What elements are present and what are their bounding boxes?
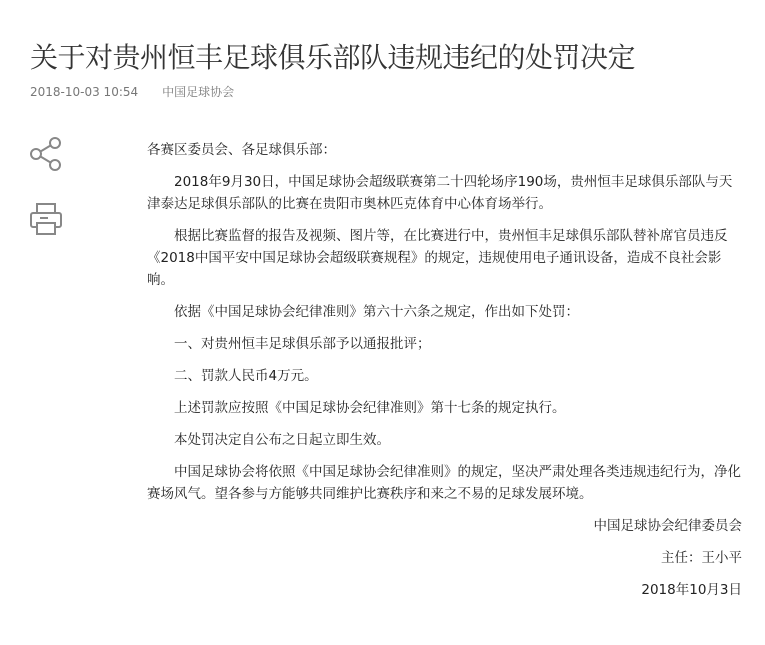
publish-datetime: 2018-10-03 10:54 bbox=[30, 85, 139, 99]
paragraph: 依据《中国足球协会纪律准则》第六十六条之规定，作出如下处罚： bbox=[174, 304, 579, 320]
paragraph: 根据比赛监督的报告及视频、图片等，在比赛进行中，贵州恒丰足球俱乐部队替补席官员违反《2018中国平安中国足球协会超级联赛规程》的规定，违规使用电子通讯设备，造成不良社会影响。 bbox=[147, 228, 728, 288]
paragraph: 一、对贵州恒丰足球俱乐部予以通报批评； bbox=[174, 336, 431, 352]
signature-director: 主任：王小平 bbox=[661, 550, 742, 566]
paragraph: 上述罚款应按照《中国足球协会纪律准则》第十七条的规定执行。 bbox=[174, 400, 566, 416]
print-icon[interactable] bbox=[28, 201, 64, 237]
page-title: 关于对贵州恒丰足球俱乐部队违规违纪的处罚决定 bbox=[30, 41, 636, 74]
paragraph: 二、罚款人民币4万元。 bbox=[174, 368, 318, 384]
share-icon[interactable] bbox=[28, 136, 64, 172]
salutation: 各赛区委员会、各足球俱乐部： bbox=[147, 142, 336, 158]
paragraph: 2018年9月30日，中国足球协会超级联赛第二十四轮场序190场，贵州恒丰足球俱乐部队与天津泰达足球俱乐部队的比赛在贵阳市奥林匹克体育中心体育场举行。 bbox=[147, 174, 733, 212]
signature-date: 2018年10月3日 bbox=[641, 582, 742, 598]
article-meta bbox=[30, 83, 234, 100]
signature-org: 中国足球协会纪律委员会 bbox=[593, 518, 742, 534]
article-body bbox=[147, 139, 742, 611]
source: 中国足球协会 bbox=[162, 85, 235, 99]
paragraph: 中国足球协会将依照《中国足球协会纪律准则》的规定，坚决严肃处理各类违规违纪行为，净化赛场风气。望各参与方能够共同维护比赛秩序和来之不易的足球发展环境。 bbox=[147, 464, 741, 502]
paragraph: 本处罚决定自公布之日起立即生效。 bbox=[174, 432, 390, 448]
